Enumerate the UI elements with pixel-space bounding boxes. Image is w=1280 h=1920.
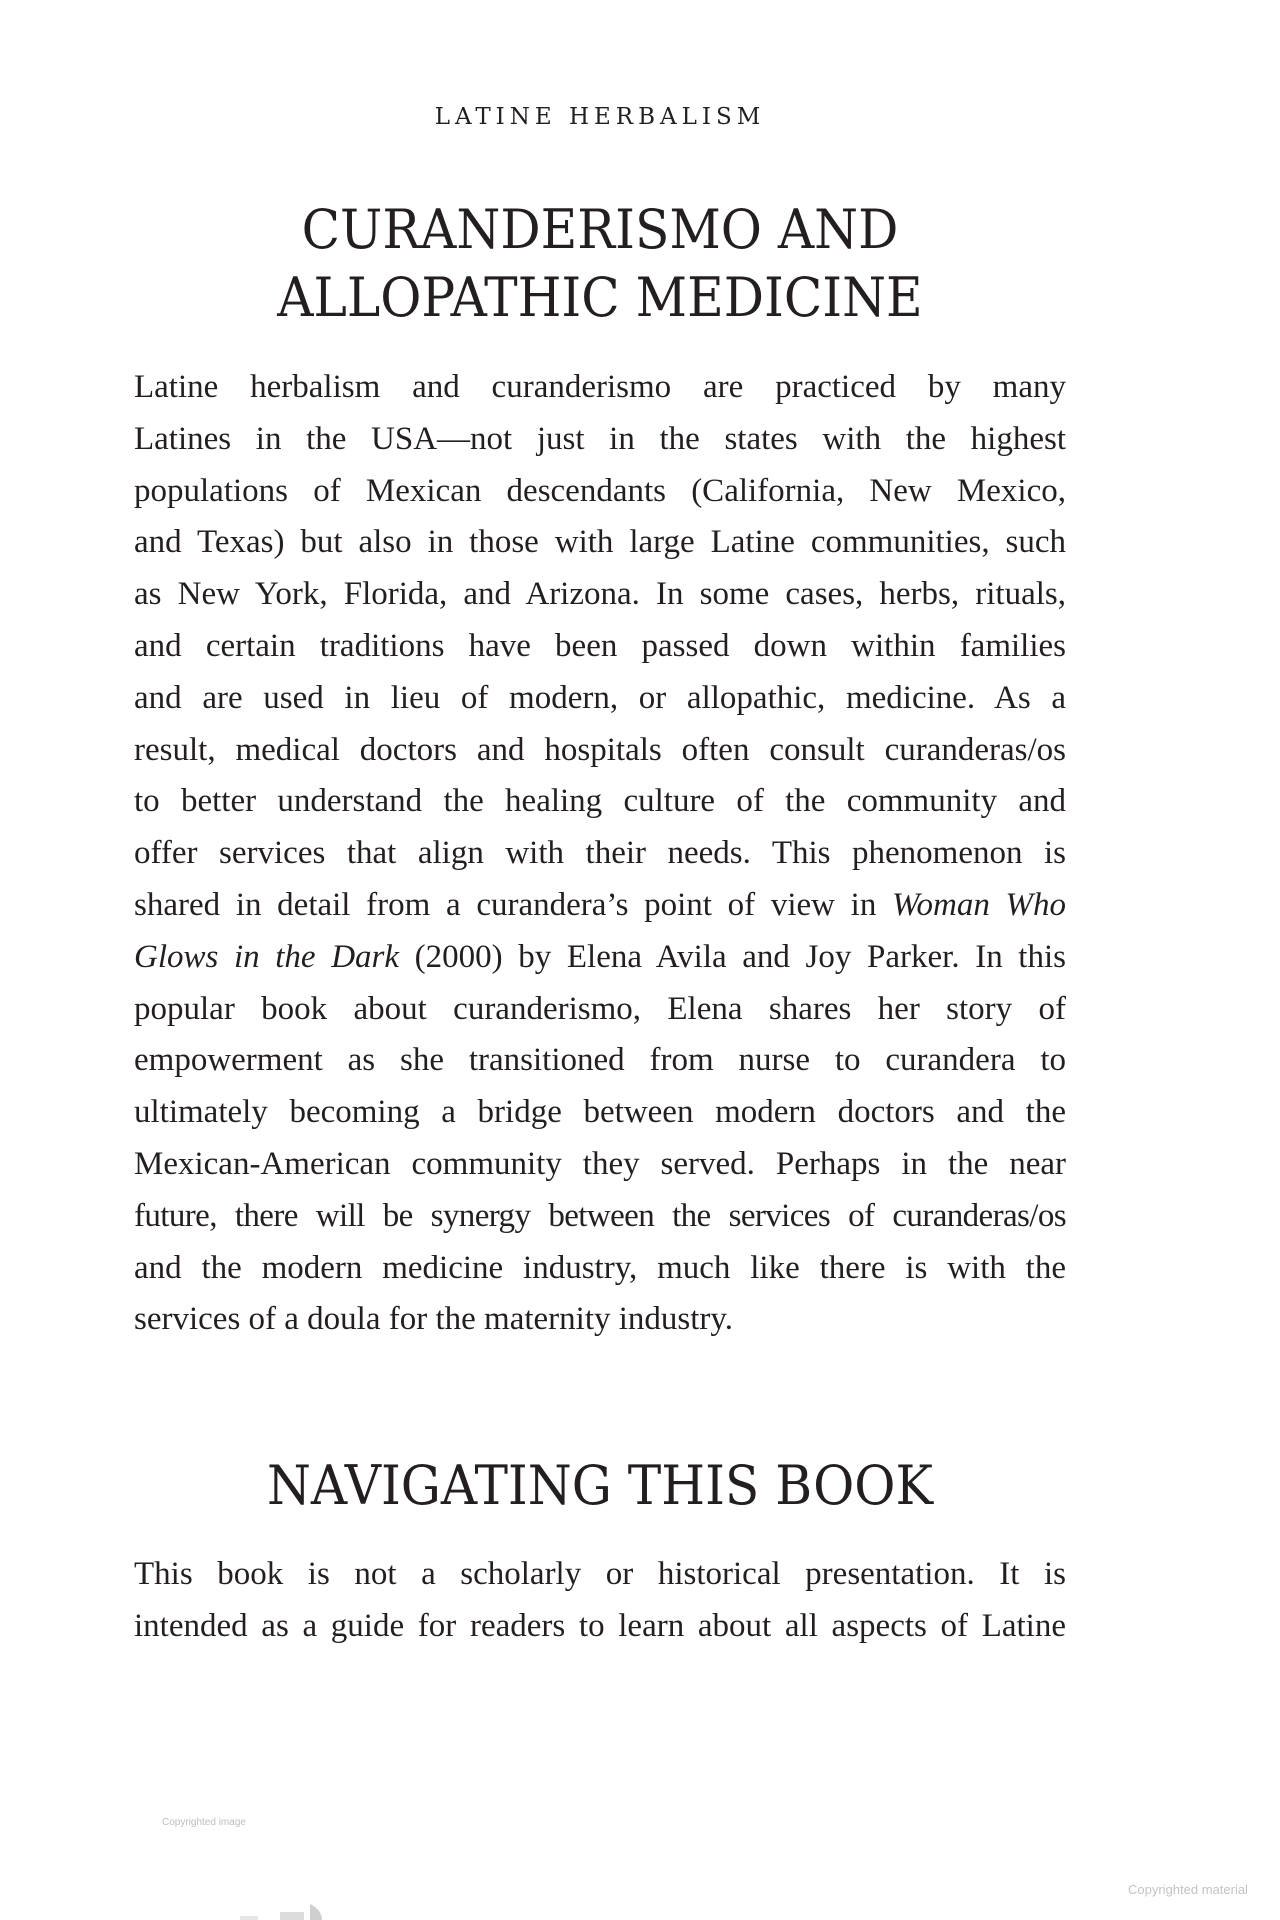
heading-line-2: ALLOPATHIC MEDICINE	[277, 266, 923, 329]
text-segment: (2000) by Elena Avila and Joy Parker. In this	[399, 938, 1066, 975]
text-line: services of a doula for the maternity industry.	[134, 1301, 734, 1338]
text-line: Latines in the USA—not just in the states with the highest	[134, 420, 1066, 457]
running-head: LATINE HERBALISM	[434, 104, 766, 130]
text-line: popular book about curanderismo, Elena shares her story of	[134, 990, 1066, 1027]
paragraph-navigating	[134, 1549, 1066, 1653]
heading-line-1: CURANDERISMO AND	[301, 198, 899, 261]
text-line: result, medical doctors and hospitals often consult curanderas/os	[134, 731, 1066, 768]
text-line: as New York, Florida, and Arizona. In some cases, herbs, rituals,	[134, 576, 1066, 613]
text-line: This book is not a scholarly or historical presentation. It is	[134, 1556, 1066, 1592]
text-line-with-title	[134, 932, 1066, 984]
text-segment: shared in detail from a curandera’s point of view in	[134, 886, 877, 923]
book-title-part-1: Woman Who	[892, 886, 1067, 923]
text-line: and Texas) but also in those with large Latine communities, such	[134, 524, 1066, 561]
text-line: intended as a guide for readers to learn about all aspects of Latine	[134, 1607, 1066, 1644]
text-line: empowerment as she transitioned from nurse to curandera to	[134, 1042, 1066, 1079]
section-heading-navigating: NAVIGATING THIS BOOK	[266, 1454, 933, 1517]
text-line: and the modern medicine industry, much like there is with the	[134, 1249, 1066, 1286]
text-line: populations of Mexican descendants (California, New Mexico,	[134, 472, 1066, 509]
text-line: Mexican-American community they served. Perhaps in the near	[134, 1145, 1066, 1182]
copyrighted-material-label: Copyrighted material	[1128, 1882, 1248, 1897]
paragraph-curanderismo	[134, 362, 1066, 1346]
text-line: ultimately becoming a bridge between modern doctors and the	[134, 1094, 1066, 1131]
text-line: Latine herbalism and curanderismo are practiced by many	[134, 369, 1066, 405]
copyrighted-image-label: Copyrighted image	[162, 1817, 246, 1828]
text-line: and certain traditions have been passed down within families	[134, 627, 1066, 664]
text-line: and are used in lieu of modern, or allopathic, medicine. As a	[134, 679, 1066, 716]
text-line: to better understand the healing culture of the community and	[134, 783, 1066, 820]
text-line: offer services that align with their needs. This phenomenon is	[134, 835, 1066, 872]
section-heading-curanderismo	[42, 196, 1158, 332]
text-line-with-title	[134, 880, 1066, 932]
book-title-part-2: Glows in the Dark	[134, 938, 400, 975]
page-decoration-icon	[240, 1898, 340, 1920]
text-line: future, there will be synergy between the services of curanderas/os	[134, 1197, 1066, 1234]
